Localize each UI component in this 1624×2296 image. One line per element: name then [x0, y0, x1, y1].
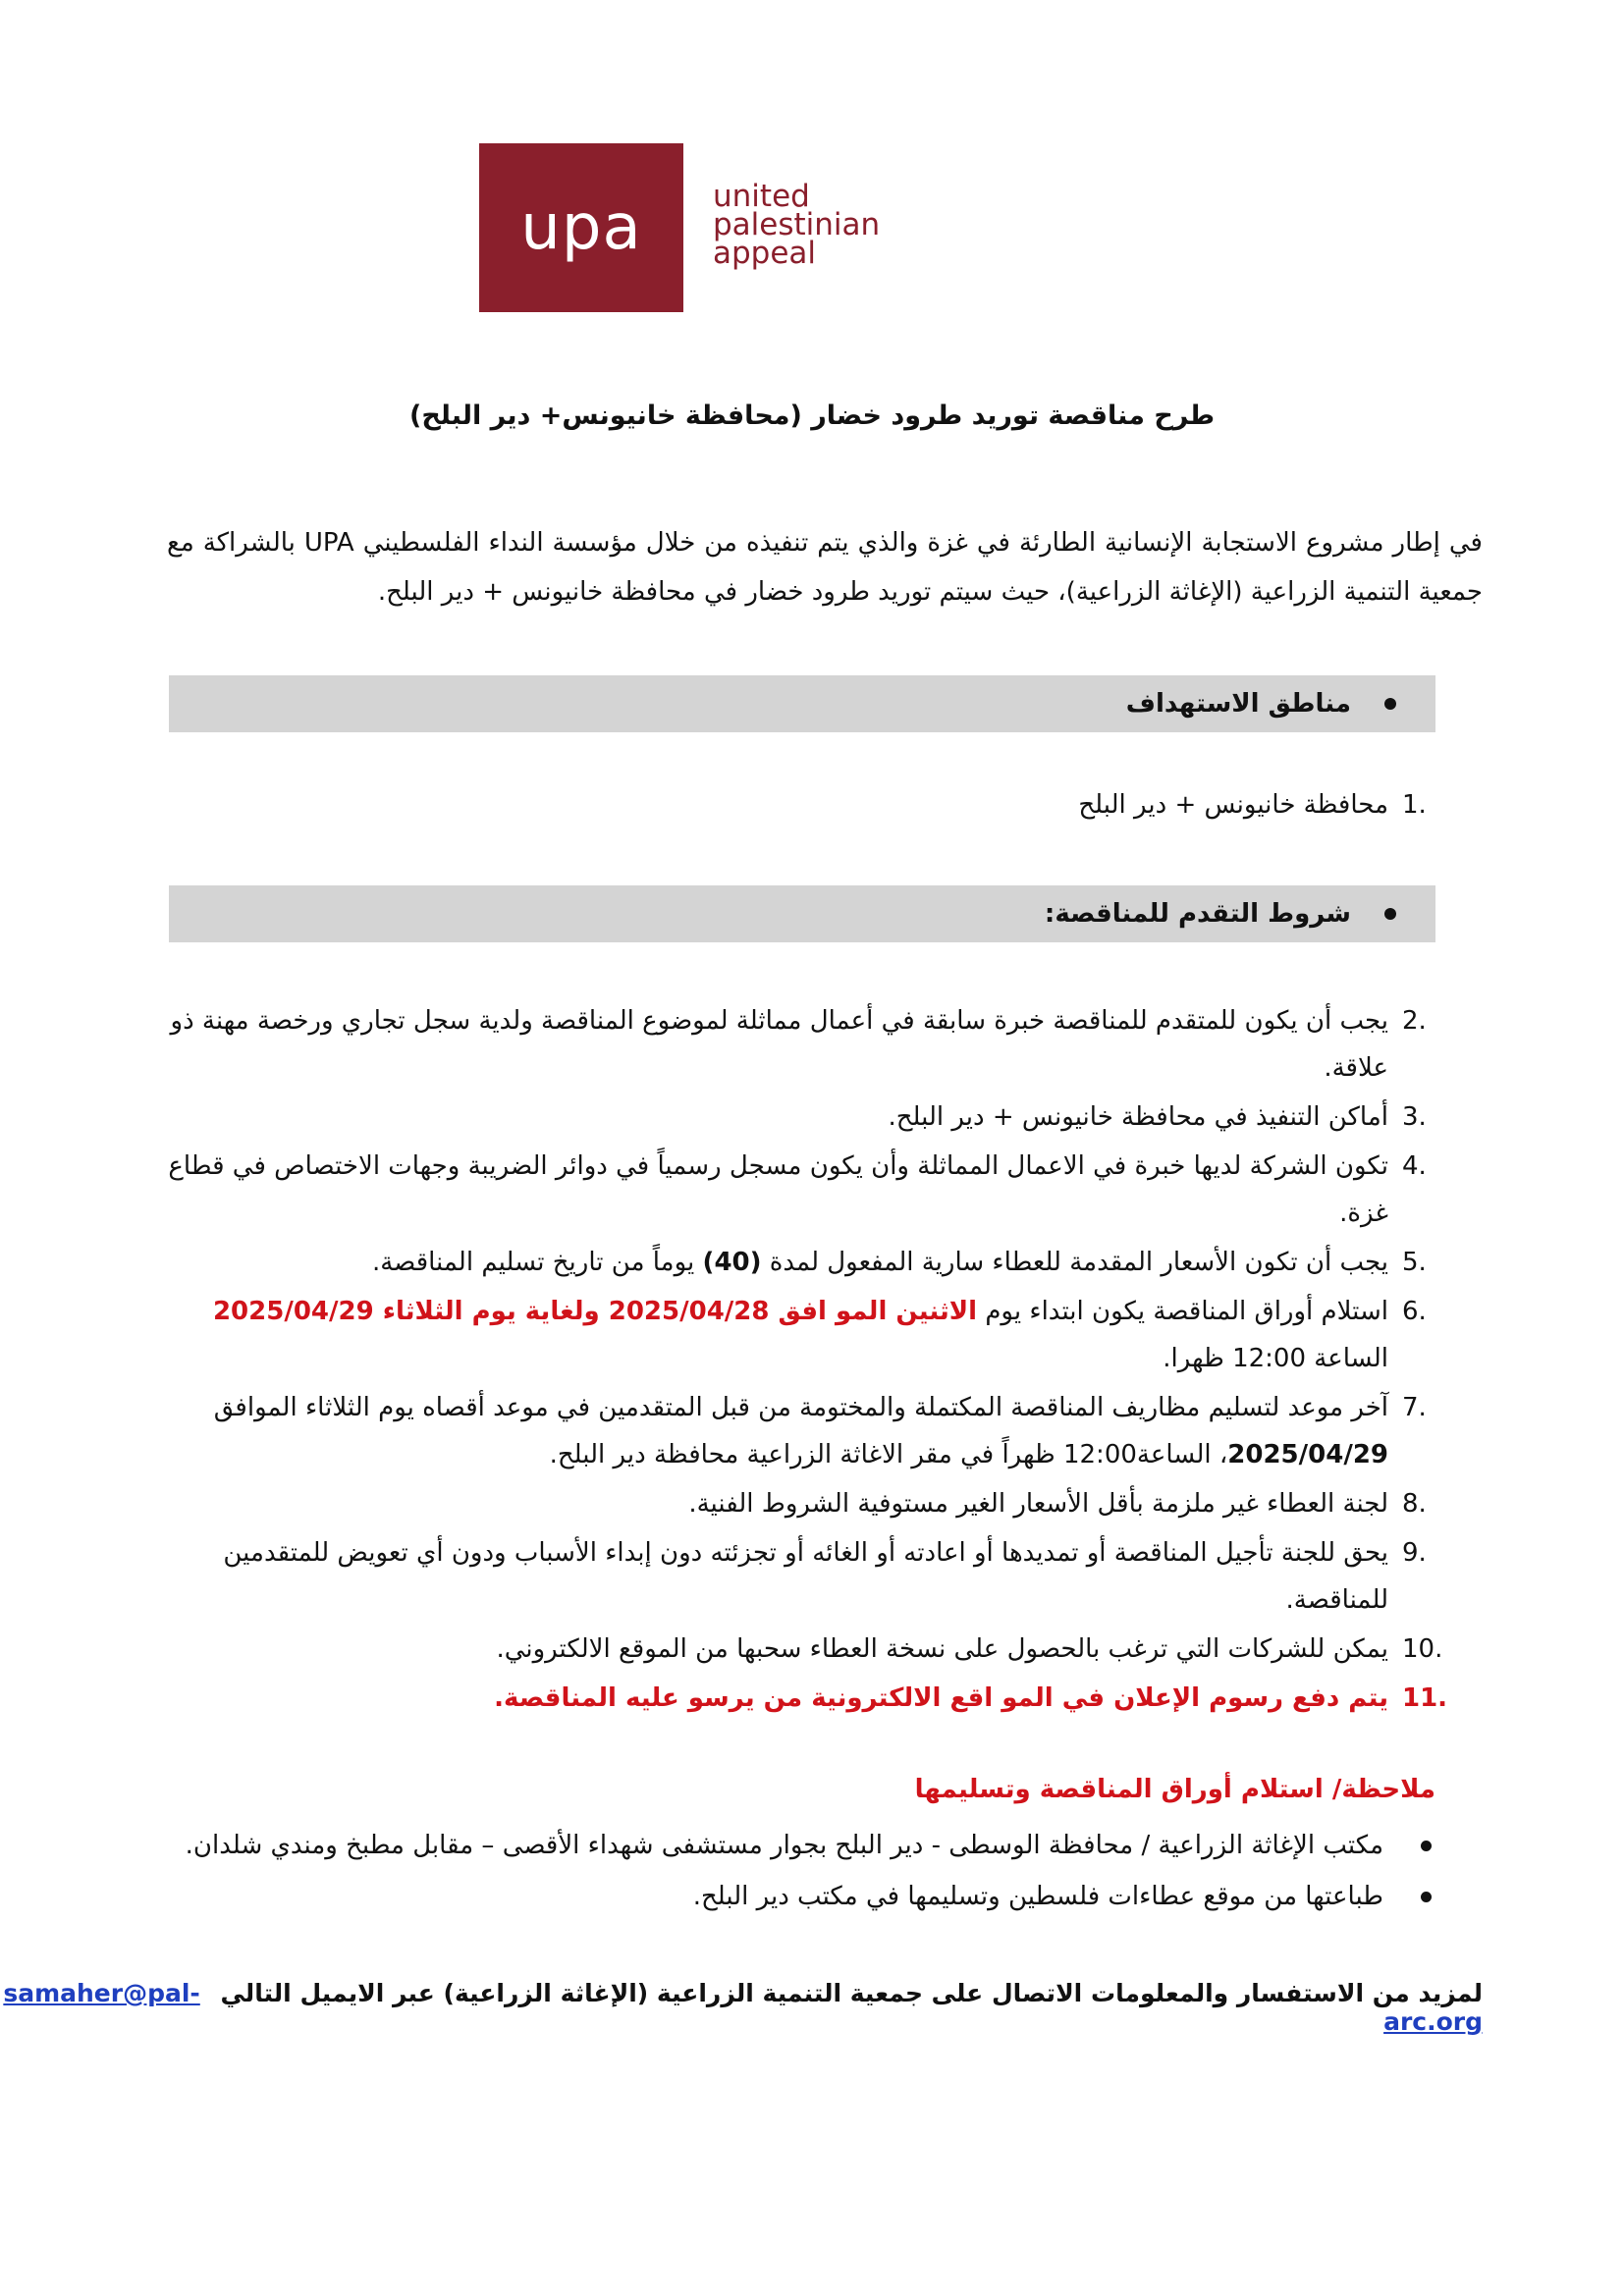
date-range-highlight: الاثنين المو افق 2025/04/28 ولغاية يوم الثلاثاء 2025/04/29: [212, 1297, 978, 1326]
section-heading-label: مناطق الاستهداف: [1125, 689, 1351, 719]
item-number: 6.: [1402, 1297, 1427, 1326]
duration-value: (40): [702, 1248, 762, 1277]
bullet-icon: [1384, 698, 1396, 710]
item-text: يتم دفع رسوم الإعلان في المو اقع الالكترونية من يرسو عليه المناقصة.: [494, 1683, 1388, 1713]
list-item: [155, 1529, 1451, 1624]
item-text: يجب أن يكون للمتقدم للمناقصة خبرة سابقة في أعمال مماثلة لموضوع المناقصة ولدية سجل تجاري ورخصة مهنة ذو علاقة.: [170, 1006, 1388, 1083]
contact-email-link[interactable]: samaher@pal-arc.org: [3, 1979, 1483, 2036]
item-number: 10.: [1402, 1634, 1443, 1664]
item-number: 8.: [1402, 1489, 1427, 1519]
item-text: أماكن التنفيذ في محافظة خانيونس + دير البلح.: [888, 1102, 1388, 1132]
item-text: [155, 1239, 1402, 1286]
list-item: [155, 1288, 1451, 1382]
note-bullet-text: طباعتها من موقع عطاءات فلسطين وتسليمها في مكتب دير البلح.: [692, 1882, 1383, 1911]
note-bullet-text: مكتب الإغاثة الزراعية / محافظة الوسطى - دير البلح بجوار مستشفى شهداء الأقصى – مقابل مطبخ ومندي شلدان.: [185, 1831, 1383, 1860]
list-item: [155, 1384, 1451, 1478]
note-bullet: [155, 1875, 1451, 1918]
list-item: [155, 997, 1451, 1092]
item-number: 4.: [1402, 1151, 1427, 1181]
item-text: لجنة العطاء غير ملزمة بأقل الأسعار الغير مستوفية الشروط الفنية.: [688, 1489, 1388, 1519]
upa-logo: [479, 143, 931, 312]
bullet-icon: [1421, 1841, 1432, 1851]
item-text: [155, 1384, 1402, 1478]
list-item: [185, 781, 1451, 828]
logo-mark: [479, 143, 683, 312]
note-bullet: [155, 1824, 1451, 1867]
item-number: 9.: [1402, 1538, 1427, 1568]
item-number: 11.: [1402, 1683, 1448, 1713]
logo-line-3: appeal: [713, 236, 817, 271]
logo-wordmark: [713, 179, 881, 271]
text-part: استلام أوراق المناقصة يكون ابتداء يوم: [977, 1297, 1388, 1326]
list-item: [155, 1239, 1451, 1286]
list-item: [155, 1626, 1451, 1673]
logo-line-2: palestinian: [713, 207, 881, 242]
section-heading-conditions: [169, 885, 1435, 942]
list-item: [155, 1094, 1451, 1141]
contact-line: [0, 1979, 1483, 2036]
bullet-icon: [1384, 908, 1396, 920]
section-heading-targeting: [169, 675, 1435, 732]
document-title: طرح مناقصة توريد طرود خضار (محافظة خانيونس+ دير البلح): [408, 400, 1216, 431]
list-item: [155, 1480, 1451, 1527]
deadline-date: 2025/04/29: [1227, 1440, 1388, 1469]
text-part: ، الساعة12:00 ظهراً في مقر الاغاثة الزراعية محافظة دير البلح.: [549, 1440, 1228, 1469]
item-text: [155, 1288, 1402, 1382]
item-number: 7.: [1402, 1393, 1427, 1422]
item-text: يمكن للشركات التي ترغب بالحصول على نسخة العطاء سحبها من الموقع الالكتروني.: [496, 1634, 1388, 1664]
section-heading-label: شروط التقدم للمناقصة:: [1044, 899, 1351, 929]
item-number: 2.: [1402, 1006, 1427, 1036]
intro-paragraph: في إطار مشروع الاستجابة الإنسانية الطارئة في غزة والذي يتم تنفيذه من خلال مؤسسة النداء الفلسطيني UPA بالشراكة مع جمعية التنمية الزراعية (الإغاثة الزراعية)، حيث سيتم توريد طرود خضار في محافظة خانيونس + دير البلح.: [167, 528, 1483, 607]
item-text: تكون الشركة لديها خبرة في الاعمال المماثلة وأن يكون مسجل رسمياً في دوائر الضريبة وجهات الاختصاص في قطاع غزة.: [168, 1151, 1388, 1228]
text-part: الساعة 12:00 ظهرا.: [1163, 1344, 1388, 1373]
contact-text: لمزيد من الاستفسار والمعلومات الاتصال على جمعية التنمية الزراعية (الإغاثة الزراعية) عبر الايميل التالي: [220, 1979, 1483, 2007]
logo-line-1: united: [713, 179, 810, 214]
text-part: يوماً من تاريخ تسليم المناقصة.: [371, 1248, 703, 1277]
text-part: يجب أن تكون الأسعار المقدمة للعطاء سارية المفعول لمدة: [761, 1248, 1388, 1277]
list-item-highlight: [155, 1675, 1451, 1722]
list-item: [155, 1143, 1451, 1237]
logo-mark-text: upa: [520, 191, 642, 264]
item-text: يحق للجنة تأجيل المناقصة أو تمديدها أو اعادته أو الغائه أو تجزئته دون إبداء الأسباب ودون أي تعويض للمتقدمين للمناقصة.: [223, 1538, 1388, 1615]
bullet-icon: [1421, 1892, 1432, 1902]
item-text: محافظة خانيونس + دير البلح: [1078, 790, 1388, 820]
text-part: آخر موعد لتسليم مظاريف المناقصة المكتملة والمختومة من قبل المتقدمين في موعد أقصاه يوم الثلاثاء الموافق: [213, 1393, 1388, 1422]
item-number: 5.: [1402, 1248, 1427, 1277]
item-number: 3.: [1402, 1102, 1427, 1132]
note-title: ملاحظة/ استلام أوراق المناقصة وتسليمها: [914, 1775, 1435, 1804]
item-number: 1.: [1402, 790, 1427, 820]
